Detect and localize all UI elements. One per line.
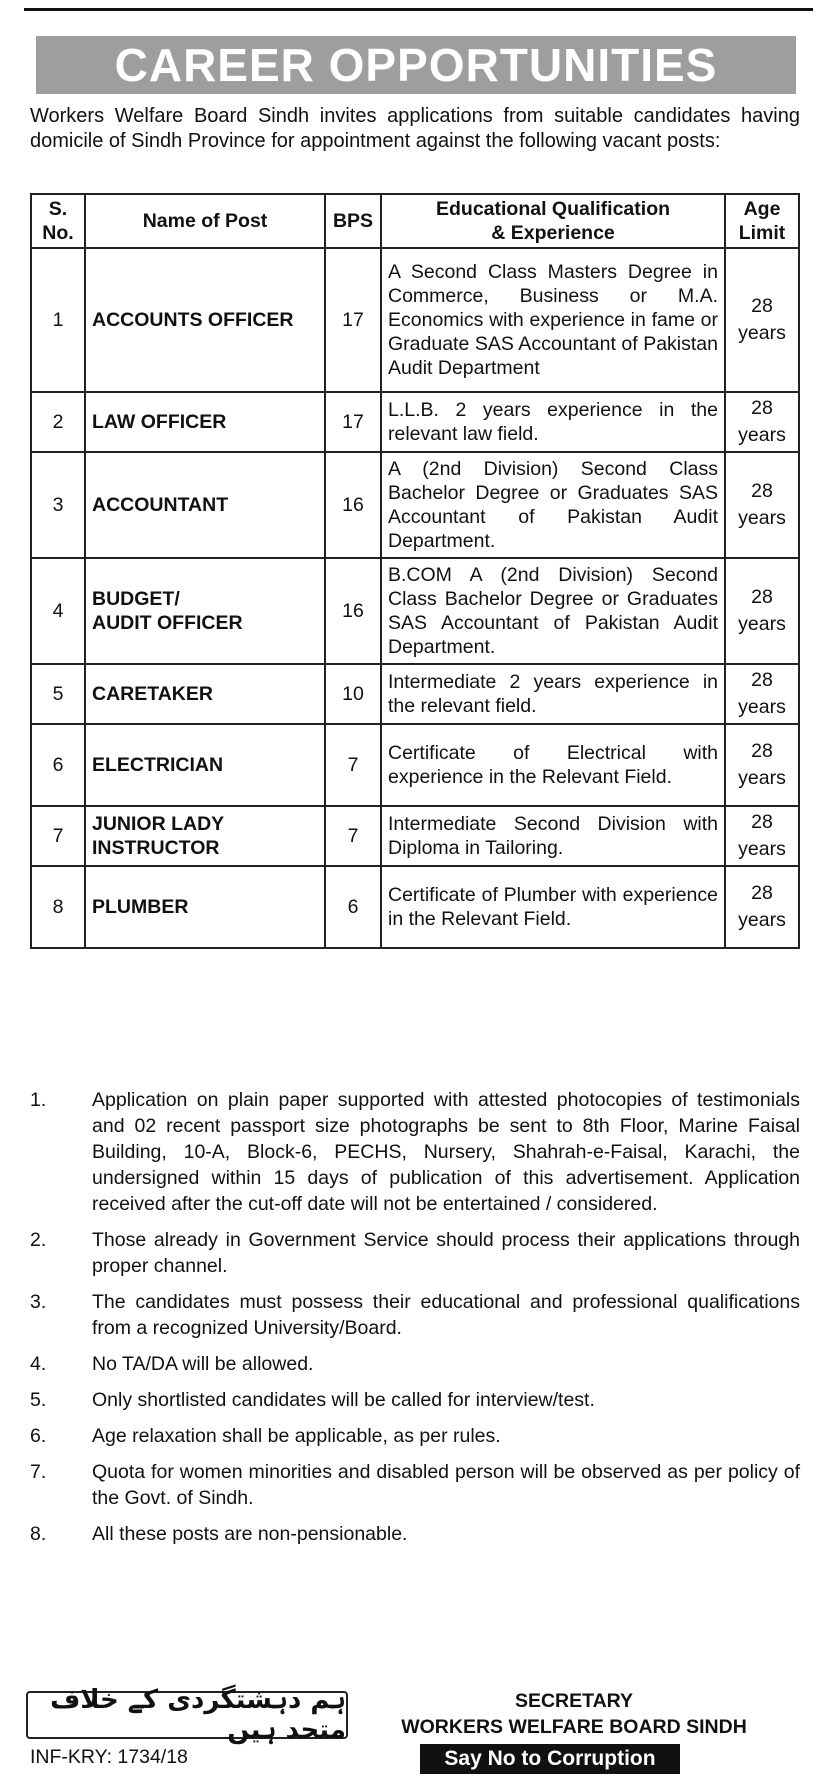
header-sno-line1: S.: [48, 198, 68, 220]
row-age: [725, 664, 799, 724]
row-post-name: [85, 558, 325, 664]
row-age: [725, 866, 799, 948]
row-post-name-line1: ELECTRICIAN: [92, 754, 224, 776]
list-item-text: All these posts are non-pensionable.: [92, 1523, 408, 1545]
row-qualification: Intermediate Second Division with Diploma in Tailoring.: [381, 806, 725, 866]
list-item: [30, 1351, 800, 1377]
intro-paragraph: Workers Welfare Board Sindh invites applications from suitable candidates having domicile of Sindh Province for appointment against the following vacant posts:: [30, 105, 800, 152]
row-post-name: [85, 392, 325, 452]
instructions-list: [30, 1087, 800, 1557]
row-bps: 6: [325, 866, 381, 948]
row-sno: 1: [31, 248, 85, 392]
row-qualification: A Second Class Masters Degree in Commerce, Business or M.A. Economics with experience in fame or Graduate SAS Accountant of Pakistan Audit Department: [381, 248, 725, 392]
row-bps: 16: [325, 558, 381, 664]
page-title: CAREER OPPORTUNITIES: [36, 36, 796, 94]
table-row: [31, 392, 799, 452]
list-item-text: The candidates must possess their educational and professional qualifications from a recognized University/Board.: [92, 1291, 800, 1339]
row-age-unit: years: [738, 838, 786, 860]
row-qualification: Certificate of Electrical with experience in the Relevant Field.: [381, 724, 725, 806]
header-age: [725, 194, 799, 248]
row-age: [725, 248, 799, 392]
row-post-name-line1: BUDGET/: [92, 588, 180, 610]
table-row: [31, 724, 799, 806]
row-post-name: [85, 248, 325, 392]
row-age-unit: years: [738, 696, 786, 718]
row-age: [725, 392, 799, 452]
row-sno: 7: [31, 806, 85, 866]
list-item-number: 7.: [30, 1461, 47, 1483]
list-item-text: Only shortlisted candidates will be called for interview/test.: [92, 1389, 595, 1411]
row-age-number: 28: [751, 811, 773, 833]
row-post-name: [85, 806, 325, 866]
row-age-number: 28: [751, 882, 773, 904]
list-item-number: 6.: [30, 1425, 47, 1447]
row-age-number: 28: [751, 586, 773, 608]
row-age-unit: years: [738, 613, 786, 635]
row-bps: 17: [325, 392, 381, 452]
row-post-name-line1: JUNIOR LADY: [92, 813, 225, 835]
table-row: [31, 664, 799, 724]
row-age-unit: years: [738, 767, 786, 789]
anti-corruption-banner: Say No to Corruption: [420, 1744, 680, 1774]
row-sno: 4: [31, 558, 85, 664]
list-item: [30, 1459, 800, 1511]
row-bps: 10: [325, 664, 381, 724]
row-post-name: [85, 724, 325, 806]
row-age-unit: years: [738, 322, 786, 344]
posts-table: [30, 193, 800, 949]
row-post-name-line1: PLUMBER: [92, 896, 189, 918]
row-age-number: 28: [751, 669, 773, 691]
row-post-name-line1: ACCOUNTANT: [92, 494, 229, 516]
list-item: [30, 1423, 800, 1449]
row-bps: 7: [325, 806, 381, 866]
row-age: [725, 806, 799, 866]
row-qualification: Intermediate 2 years experience in the relevant field.: [381, 664, 725, 724]
row-post-name: [85, 452, 325, 558]
table-row: [31, 248, 799, 392]
list-item: [30, 1087, 800, 1217]
secretary-title: SECRETARY: [514, 1690, 634, 1712]
header-name: Name of Post: [85, 194, 325, 248]
list-item-text: Those already in Government Service should process their applications through proper channel.: [92, 1229, 800, 1277]
row-post-name-line2: INSTRUCTOR: [92, 837, 220, 859]
header-age-line2: Limit: [738, 222, 786, 244]
list-item: [30, 1289, 800, 1341]
header-qual-line2: & Experience: [491, 222, 615, 244]
list-item-number: 4.: [30, 1353, 47, 1375]
list-item-number: 3.: [30, 1291, 47, 1313]
row-post-name: [85, 664, 325, 724]
list-item-number: 8.: [30, 1523, 47, 1545]
row-qualification: L.L.B. 2 years experience in the relevant law field.: [381, 392, 725, 452]
row-bps: 16: [325, 452, 381, 558]
row-post-name: [85, 866, 325, 948]
list-item-number: 2.: [30, 1229, 47, 1251]
list-item-number: 1.: [30, 1089, 47, 1111]
header-sno: [31, 194, 85, 248]
table-row: [31, 866, 799, 948]
urdu-anti-terrorism-slogan: ہم دہشتگردی کے خلاف متحد ہیں: [26, 1691, 348, 1739]
row-age-number: 28: [751, 295, 773, 317]
row-post-name-line1: CARETAKER: [92, 683, 213, 705]
reference-number: INF-KRY: 1734/18: [30, 1746, 188, 1768]
list-item-text: Age relaxation shall be applicable, as per rules.: [92, 1425, 501, 1447]
row-age-unit: years: [738, 909, 786, 931]
table-row: [31, 452, 799, 558]
board-name: WORKERS WELFARE BOARD SINDH: [401, 1716, 747, 1738]
issuing-authority: [354, 1688, 794, 1740]
row-age-unit: years: [738, 507, 786, 529]
table-row: [31, 806, 799, 866]
list-item: [30, 1227, 800, 1279]
row-bps: 7: [325, 724, 381, 806]
row-qualification: B.COM A (2nd Division) Second Class Bachelor Degree or Graduates SAS Accountant of Pakistan Audit Department.: [381, 558, 725, 664]
row-age: [725, 724, 799, 806]
list-item-text: Quota for women minorities and disabled person will be observed as per policy of the Govt. of Sindh.: [92, 1461, 800, 1509]
top-rule: [24, 8, 813, 11]
row-post-name-line2: AUDIT OFFICER: [92, 612, 243, 634]
row-sno: 2: [31, 392, 85, 452]
header-sno-line2: No.: [42, 222, 74, 244]
row-age: [725, 452, 799, 558]
table-header-row: [31, 194, 799, 248]
row-age-number: 28: [751, 480, 773, 502]
header-qualification: [381, 194, 725, 248]
row-age-number: 28: [751, 397, 773, 419]
row-age: [725, 558, 799, 664]
table-row: [31, 558, 799, 664]
row-age-number: 28: [751, 740, 773, 762]
row-sno: 5: [31, 664, 85, 724]
row-sno: 3: [31, 452, 85, 558]
row-qualification: A (2nd Division) Second Class Bachelor Degree or Graduates SAS Accountant of Pakistan Audit Department.: [381, 452, 725, 558]
row-bps: 17: [325, 248, 381, 392]
list-item-number: 5.: [30, 1389, 47, 1411]
row-sno: 8: [31, 866, 85, 948]
list-item-text: No TA/DA will be allowed.: [92, 1353, 314, 1375]
header-bps: BPS: [325, 194, 381, 248]
row-qualification: Certificate of Plumber with experience in the Relevant Field.: [381, 866, 725, 948]
list-item-text: Application on plain paper supported with attested photocopies of testimonials and 02 recent passport size photographs be sent to 8th Floor, Marine Faisal Building, 10-A, Block-6, PECHS, Nursery, Shahrah-e-Faisal, Karachi, the undersigned within 15 days of publication of this advertisement. Application received after the cut-off date will not be entertained / considered.: [92, 1089, 800, 1215]
header-age-line1: Age: [743, 198, 781, 220]
row-post-name-line1: LAW OFFICER: [92, 411, 227, 433]
list-item: [30, 1521, 800, 1547]
list-item: [30, 1387, 800, 1413]
row-post-name-line1: ACCOUNTS OFFICER: [92, 309, 294, 331]
header-qual-line1: Educational Qualification: [435, 198, 671, 220]
row-age-unit: years: [738, 424, 786, 446]
row-sno: 6: [31, 724, 85, 806]
